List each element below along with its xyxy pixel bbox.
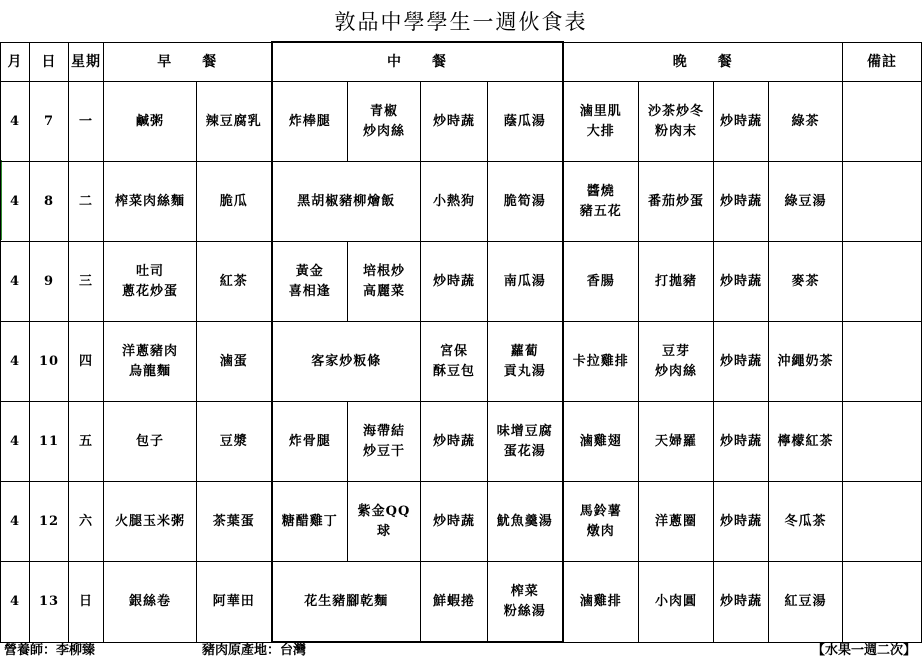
cell-l3: 炒時蔬 [421,82,488,162]
cell-d2: 豆芽 炒肉絲 [639,322,714,402]
cell-month: 4 [1,162,30,242]
table-row [1,162,922,242]
cell-day: 10 [30,322,69,402]
cell-d1: 香腸 [563,242,639,322]
cell-b2: 紅茶 [197,242,272,322]
cell-note [843,242,922,322]
table-row [1,322,922,402]
cell-note [843,562,922,643]
cell-note [843,402,922,482]
cell-b2: 阿華田 [197,562,272,643]
cell-l4: 脆筍湯 [488,162,563,242]
cell-weekday: 四 [69,322,104,402]
cell-l2: 紫金QQ 球 [348,482,421,562]
cell-month: 4 [1,322,30,402]
cell-d2: 打拋豬 [639,242,714,322]
cell-l2: 培根炒 高麗菜 [348,242,421,322]
cell-b2: 滷蛋 [197,322,272,402]
cell-l3: 宮保 酥豆包 [421,322,488,402]
cell-d1: 醬燒 豬五花 [563,162,639,242]
cell-d1: 滷里肌 大排 [563,82,639,162]
cell-b1: 榨菜肉絲麵 [104,162,197,242]
cell-l4: 南瓜湯 [488,242,563,322]
cell-l3: 鮮蝦捲 [421,562,488,643]
page-title: 敦品中學學生一週伙食表 [334,10,588,34]
cell-l4: 蔭瓜湯 [488,82,563,162]
cell-d4: 綠茶 [769,82,843,162]
cell-b1: 洋蔥豬肉 烏龍麵 [104,322,197,402]
cell-weekday: 二 [69,162,104,242]
cell-weekday: 六 [69,482,104,562]
col-dinner: 晚 餐 [563,42,843,82]
cell-d2: 洋蔥圈 [639,482,714,562]
menu-body [1,82,922,643]
menu-table [0,41,922,643]
table-row [1,402,922,482]
cell-day: 9 [30,242,69,322]
cell-l3: 炒時蔬 [421,402,488,482]
cell-month: 4 [1,562,30,643]
cell-l3: 炒時蔬 [421,242,488,322]
cell-l2: 海帶結 炒豆干 [348,402,421,482]
cell-b1: 吐司 蔥花炒蛋 [104,242,197,322]
cell-note [843,322,922,402]
table-row [1,82,922,162]
cell-l1: 黃金 喜相逢 [272,242,348,322]
dietitian: 營養師：李柳臻 [4,643,96,658]
col-month: 月 [1,42,30,82]
cell-weekday: 五 [69,402,104,482]
cell-l1: 炸棒腿 [272,82,348,162]
cell-weekday: 日 [69,562,104,643]
cell-d1: 卡拉雞排 [563,322,639,402]
cell-d3: 炒時蔬 [714,162,769,242]
cell-l3: 炒時蔬 [421,482,488,562]
cell-l4: 榨菜 粉絲湯 [488,562,563,643]
cell-note [843,482,922,562]
cell-day: 13 [30,562,69,643]
cell-d4: 沖繩奶茶 [769,322,843,402]
fruit-note: 【水果一週二次】 [811,643,916,658]
cell-day: 12 [30,482,69,562]
col-weekday: 星期 [69,42,104,82]
cell-d4: 冬瓜茶 [769,482,843,562]
cell-d4: 檸檬紅茶 [769,402,843,482]
cell-l1: 糖醋雞丁 [272,482,348,562]
cell-d2: 番茄炒蛋 [639,162,714,242]
cell-d4: 紅豆湯 [769,562,843,643]
cell-month: 4 [1,82,30,162]
table-row [1,482,922,562]
table-row [1,562,922,643]
cell-l4: 味增豆腐 蛋花湯 [488,402,563,482]
cell-d4: 麥茶 [769,242,843,322]
cell-d4: 綠豆湯 [769,162,843,242]
cell-l12: 客家炒粄條 [272,322,421,402]
cell-l3: 小熱狗 [421,162,488,242]
cell-b1: 銀絲卷 [104,562,197,643]
cell-month: 4 [1,402,30,482]
cell-d3: 炒時蔬 [714,242,769,322]
col-lunch: 中 餐 [272,42,563,82]
cell-month: 4 [1,482,30,562]
table-row [1,242,922,322]
cell-b2: 豆漿 [197,402,272,482]
cell-b1: 鹹粥 [104,82,197,162]
cell-b2: 脆瓜 [197,162,272,242]
cell-d1: 滷雞排 [563,562,639,643]
cell-b2: 辣豆腐乳 [197,82,272,162]
col-breakfast: 早 餐 [104,42,272,82]
cell-day: 8 [30,162,69,242]
col-day: 日 [30,42,69,82]
cell-d3: 炒時蔬 [714,82,769,162]
cell-d1: 滷雞翅 [563,402,639,482]
cell-d2: 小肉圓 [639,562,714,643]
cell-note [843,162,922,242]
cell-l1: 炸骨腿 [272,402,348,482]
cell-note [843,82,922,162]
col-notes: 備註 [843,42,922,82]
header-row [1,42,922,82]
cell-d3: 炒時蔬 [714,322,769,402]
cell-b2: 茶葉蛋 [197,482,272,562]
footer [0,640,922,662]
cell-d2: 沙茶炒冬 粉肉末 [639,82,714,162]
cell-d3: 炒時蔬 [714,562,769,643]
cell-l2: 青椒 炒肉絲 [348,82,421,162]
cell-l12: 黑胡椒豬柳燴飯 [272,162,421,242]
cell-b1: 包子 [104,402,197,482]
cell-d1: 馬鈴薯 燉肉 [563,482,639,562]
cell-d2: 天婦羅 [639,402,714,482]
cell-month: 4 [1,242,30,322]
cell-l12: 花生豬腳乾麵 [272,562,421,643]
pork-origin: 豬肉原產地：台灣 [202,643,307,658]
cell-d3: 炒時蔬 [714,402,769,482]
cell-day: 11 [30,402,69,482]
cell-d3: 炒時蔬 [714,482,769,562]
cell-l4: 魷魚羹湯 [488,482,563,562]
cell-day: 7 [30,82,69,162]
cell-b1: 火腿玉米粥 [104,482,197,562]
cell-weekday: 一 [69,82,104,162]
cell-weekday: 三 [69,242,104,322]
cell-l4: 蘿蔔 貢丸湯 [488,322,563,402]
